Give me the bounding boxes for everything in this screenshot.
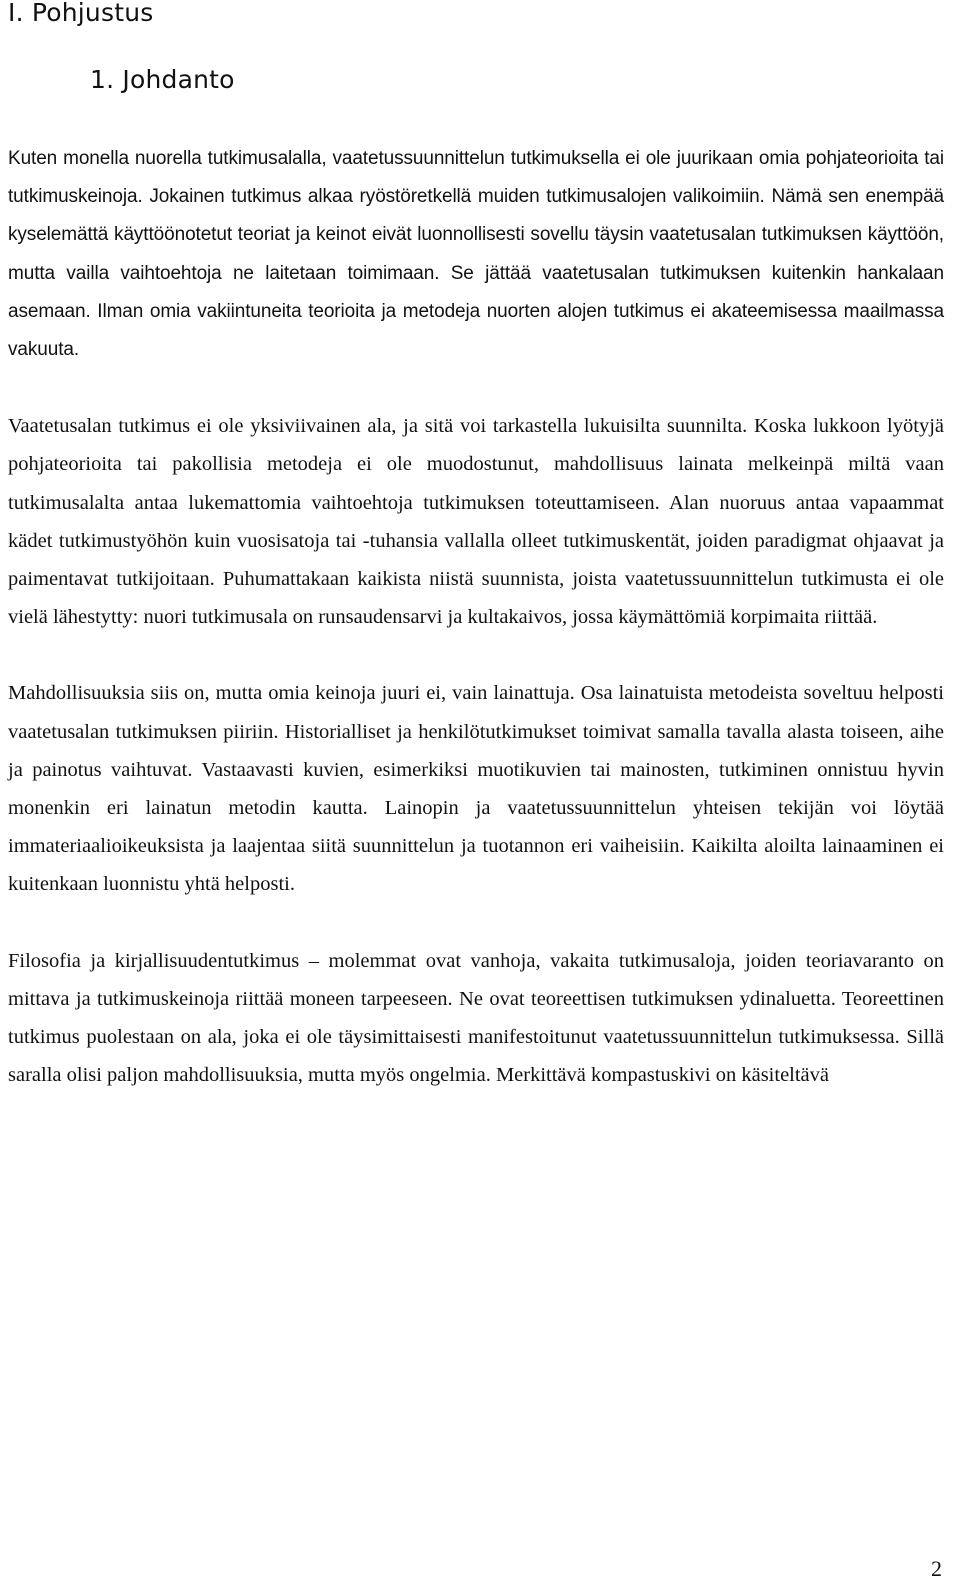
paragraph-4: Filosofia ja kirjallisuudentutkimus – molemmat ovat vanhoja, vakaita tutkimusaloja, joiden teoriavaranto on mittava ja tutkimuskeinoja riittää moneen tarpeeseen. Ne ovat teoreettisen tutkimuksen ydinaluetta. Teoreettinen tutkimus puolestaan on ala, joka ei ole täysimittaisesti manifestoitunut vaatetussuunnittelun tutkimuksessa. Sillä saralla olisi paljon mahdollisuuksia, mutta myös ongelmia. Merkittävä kompastuskivi on käsiteltävä: [8, 949, 944, 1087]
paragraph-2: Vaatetusalan tutkimus ei ole yksiviivainen ala, ja sitä voi tarkastella lukuisilta suunnilta. Koska lukkoon lyötyjä pohjateorioita tai pakollisia metodeja ei ole muodostunut, mahdollisuus lainata melkeinpä miltä vaan tutkimusalalta antaa lukemattomia vaihtoehtoja tutkimuksen toteuttamiseen. Alan nuoruus antaa vapaammat kädet tutkimustyöhön kuin vuosisatoja tai -tuhansia vallalla olleet tutkimuskentät, joiden paradigmat ohjaavat ja paimentavat tutkijoitaan. Puhumattakaan kaikista niistä suunnista, joista vaatetussuunnittelun tutkimusta ei ole vielä lähestytty: nuori tutkimusala on runsaudensarvi ja kultakaivos, jossa käymättömiä korpimaita riittää.: [8, 415, 944, 629]
chapter-heading: 1. Johdanto: [90, 65, 235, 94]
body-text: [8, 140, 944, 1132]
page-number: 2: [931, 1556, 942, 1581]
paragraph-3: Mahdollisuuksia siis on, mutta omia keinoja juuri ei, vain lainattuja. Osa lainatuista metodeista soveltuu helposti vaatetusalan tutkimuksen piiriin. Historialliset ja henkilötutkimukset toimivat samalla tavalla alasta toiseen, aihe ja painotus vaihtuvat. Vastaavasti kuvien, esimerkiksi muotikuvien tai mainosten, tutkiminen onnistuu hyvin monenkin eri lainatun metodin kautta. Lainopin ja vaatetussuunnittelun yhteisen tekijän voi löytää immateriaalioikeuksista ja laajentaa siitä suunnittelun ja tuotannon eri vaiheisiin. Kaikilta aloilta lainaaminen ei kuitenkaan luonnistu yhtä helposti.: [8, 682, 944, 896]
part-heading: I. Pohjustus: [8, 0, 154, 27]
paragraph-1: Kuten monella nuorella tutkimusalalla, vaatetussuunnittelun tutkimuksella ei ole juurikaan omia pohjateorioita tai tutkimuskeinoja. Jokainen tutkimus alkaa ryöstöretkellä muiden tutkimusalojen valikoimiin. Nämä sen enempää kyselemättä käyttöönotetut teoriat ja keinot eivät luonnollisesti sovellu täysin vaatetusalan tutkimuksen käyttöön, mutta vailla vaihtoehtoja ne laitetaan toimimaan. Se jättää vaatetusalan tutkimuksen kuitenkin hankalaan asemaan. Ilman omia vakiintuneita teorioita ja metodeja nuorten alojen tutkimus ei akateemisessa maailmassa vakuuta.: [8, 148, 944, 361]
